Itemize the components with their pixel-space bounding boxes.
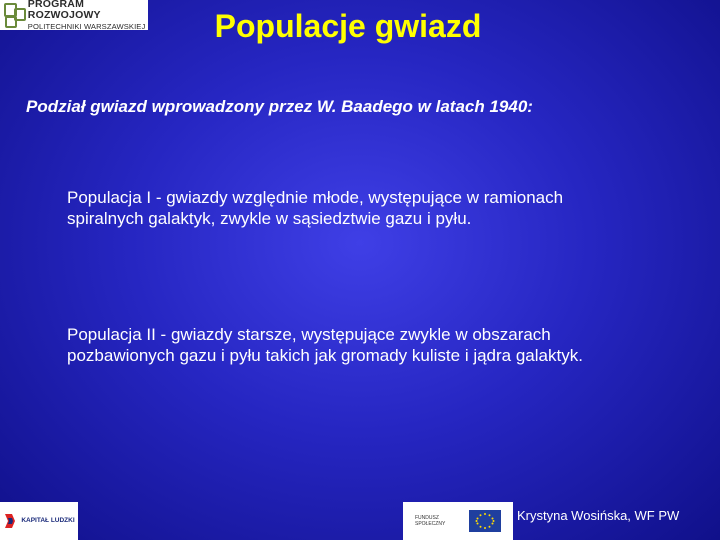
eu-flag-icon xyxy=(469,510,501,532)
eu-fund-logo xyxy=(403,502,513,540)
slide-title: Populacje gwiazd xyxy=(214,8,482,44)
kapital-ludzki-logo xyxy=(0,502,78,540)
logo-line1: PROGRAM ROZWOJOWY xyxy=(27,0,101,21)
kapital-ludzki-mark-icon xyxy=(3,512,17,530)
kapital-ludzki-text: KAPITAŁ LUDZKI xyxy=(21,517,75,525)
eu-fund-text: FUNDUSZ SPOŁECZNY xyxy=(415,515,446,527)
author-credit: Krystyna Wosińska, WF PW xyxy=(517,508,680,523)
logo-line2: POLITECHNIKI WARSZAWSKIEJ xyxy=(27,22,146,30)
population-2-text: Populacja II - gwiazdy starsze, występujące zwykle w obszarach pozbawionych gazu i pyłu takich jak gromady kuliste i jądra galaktyk. xyxy=(67,325,583,365)
slide-subtitle: Podział gwiazd wprowadzony przez W. Baadego w latach 1940: xyxy=(26,97,533,116)
population-1-text: Populacja I - gwiazdy względnie młode, występujące w ramionach spiralnych galaktyk, zwykle w sąsiedztwie gazu i pyłu. xyxy=(67,188,564,228)
